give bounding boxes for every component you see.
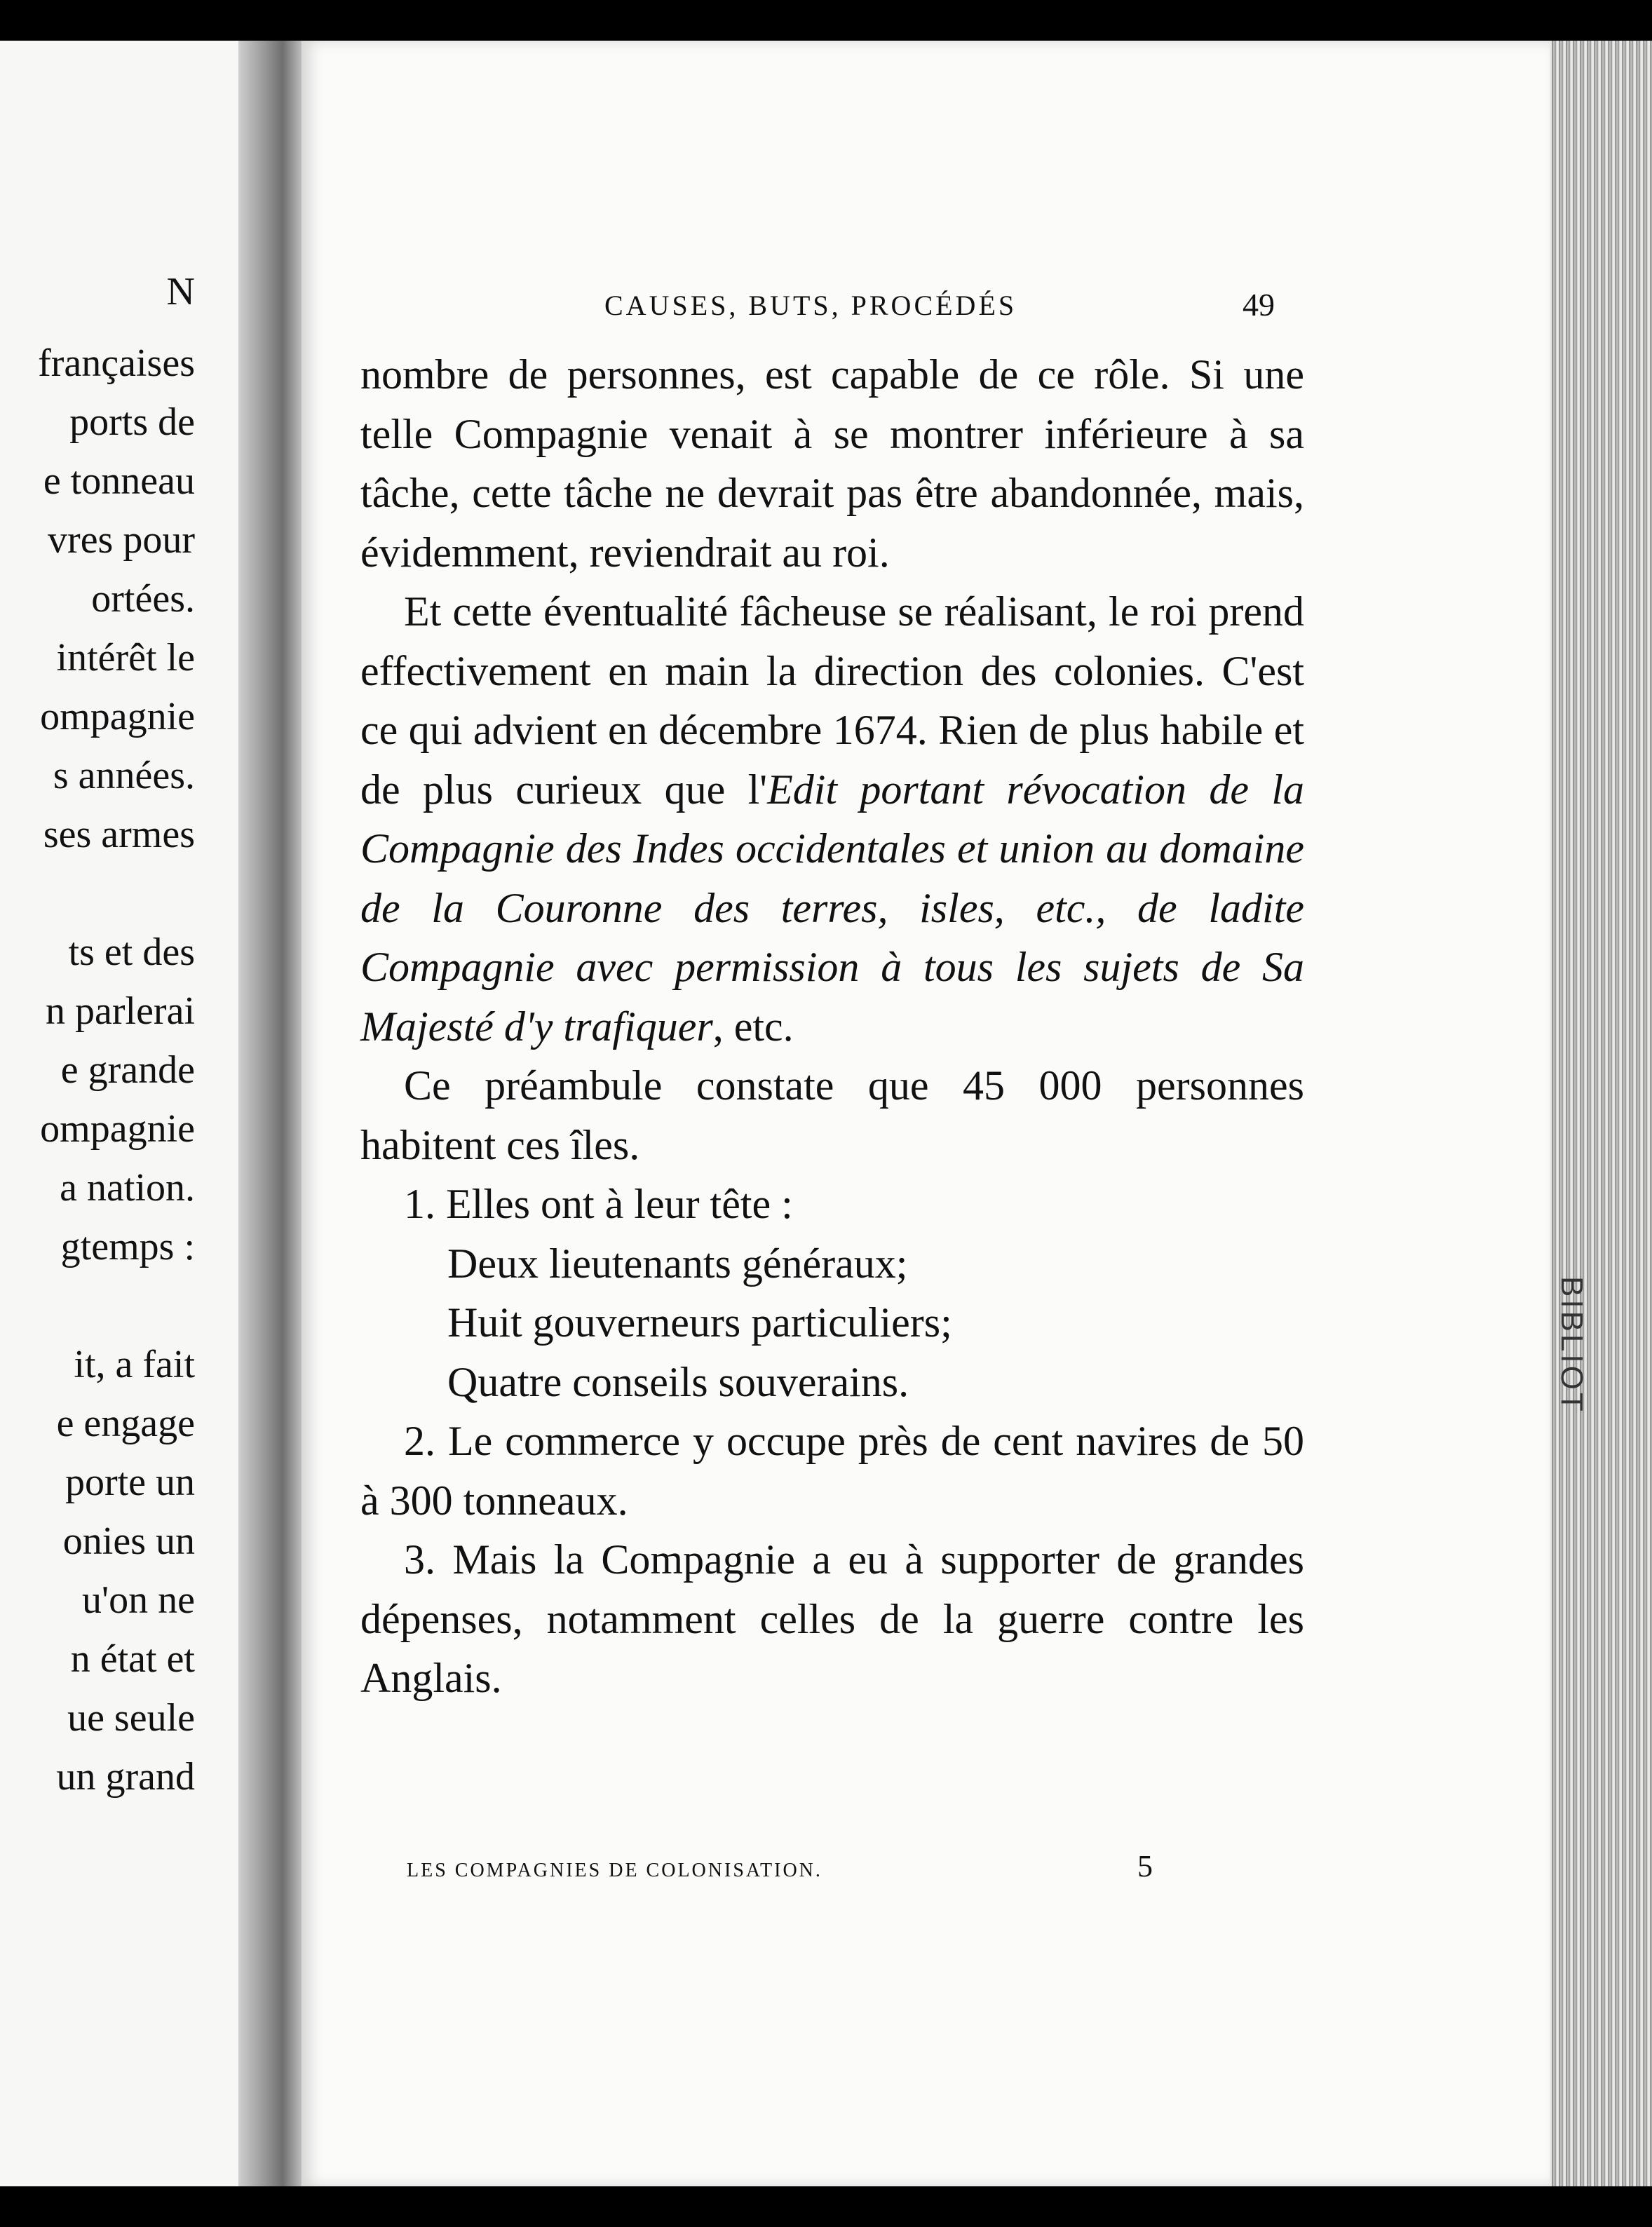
- body-text: [360, 345, 1304, 1708]
- left-page-line: e tonneau: [43, 459, 195, 503]
- left-page: [0, 41, 238, 2186]
- left-page-line: un grand: [56, 1755, 195, 1799]
- list-item: 1. Elles ont à leur tête :: [404, 1181, 793, 1227]
- paragraph: nombre de personnes, est capable de ce rôle. Si une telle Compagnie venait à se montrer inférieure à sa tâche, cette tâche ne devrait pas être abandonnée, mais, évidemment, reviendrait au roi.: [360, 351, 1304, 576]
- left-page-line: vres pour: [48, 518, 195, 562]
- left-page-line: N: [166, 270, 195, 313]
- sub-list-item: Deux lieutenants généraux;: [447, 1240, 908, 1287]
- left-page-line: n état et: [70, 1637, 195, 1681]
- page-number: 49: [1243, 287, 1275, 323]
- left-page-line: ts et des: [68, 930, 195, 974]
- left-page-line: ports de: [69, 400, 195, 444]
- left-page-line: ompagnie: [40, 695, 195, 738]
- left-page-line: it, a fait: [74, 1343, 195, 1386]
- signature-mark: 5: [1137, 1849, 1153, 1883]
- left-page-line: gtemps :: [60, 1225, 195, 1268]
- left-page-line: e grande: [60, 1048, 195, 1092]
- left-page-line: ue seule: [67, 1696, 195, 1740]
- paragraph: Ce préambule constate que 45 000 personnes habitent ces îles.: [360, 1062, 1304, 1168]
- book-gutter: [238, 41, 302, 2186]
- left-page-line: s années.: [53, 754, 195, 797]
- left-page-line: n parlerai: [46, 989, 195, 1033]
- sub-list-item: Huit gouverneurs particuliers;: [447, 1299, 952, 1346]
- left-page-line: ompagnie: [40, 1107, 195, 1151]
- italic-title: Edit portant révocation de la Compagnie des Indes occidentales et union au domaine de la Couronne des terres, isles, etc., de ladite Compagnie avec permission à tous les sujets de Sa Majesté d'y trafiquer: [360, 766, 1304, 1050]
- page-edges: [1550, 41, 1652, 2186]
- footer-signature-line: LES COMPAGNIES DE COLONISATION.: [407, 1860, 822, 1881]
- left-page-line: ses armes: [43, 813, 195, 856]
- scan-top-border: [0, 0, 1652, 41]
- paragraph: [360, 582, 1304, 1056]
- sub-list-item: Quatre conseils souverains.: [447, 1358, 909, 1405]
- spine-label: BIBLIOT: [1555, 1276, 1589, 1414]
- list-item: 2. Le commerce y occupe près de cent navires de 50 à 300 tonneaux.: [360, 1418, 1304, 1524]
- left-page-line: porte un: [65, 1461, 195, 1504]
- left-page-line: u'on ne: [82, 1578, 195, 1622]
- left-page-line: a nation.: [60, 1166, 195, 1210]
- scan-bottom-border: [0, 2186, 1652, 2227]
- paragraph-text: , etc.: [712, 1003, 794, 1050]
- left-page-line: intérêt le: [56, 636, 195, 679]
- paragraph-text: Et cette éventualité fâcheuse se réalisant, le roi prend effectivement en main la direction des colonies. C'est ce qui advient en décembre 1674. Rien de plus habile et de plus curieux que l': [360, 588, 1304, 813]
- left-page-line: françaises: [38, 341, 195, 385]
- left-page-line: e engage: [56, 1402, 195, 1445]
- running-head: CAUSES, BUTS, PROCÉDÉS: [604, 290, 1017, 321]
- left-page-line: onies un: [62, 1519, 195, 1563]
- list-item: 3. Mais la Compagnie a eu à supporter de grandes dépenses, notamment celles de la guerre contre les Anglais.: [360, 1536, 1304, 1701]
- left-page-line: ortées.: [91, 577, 195, 621]
